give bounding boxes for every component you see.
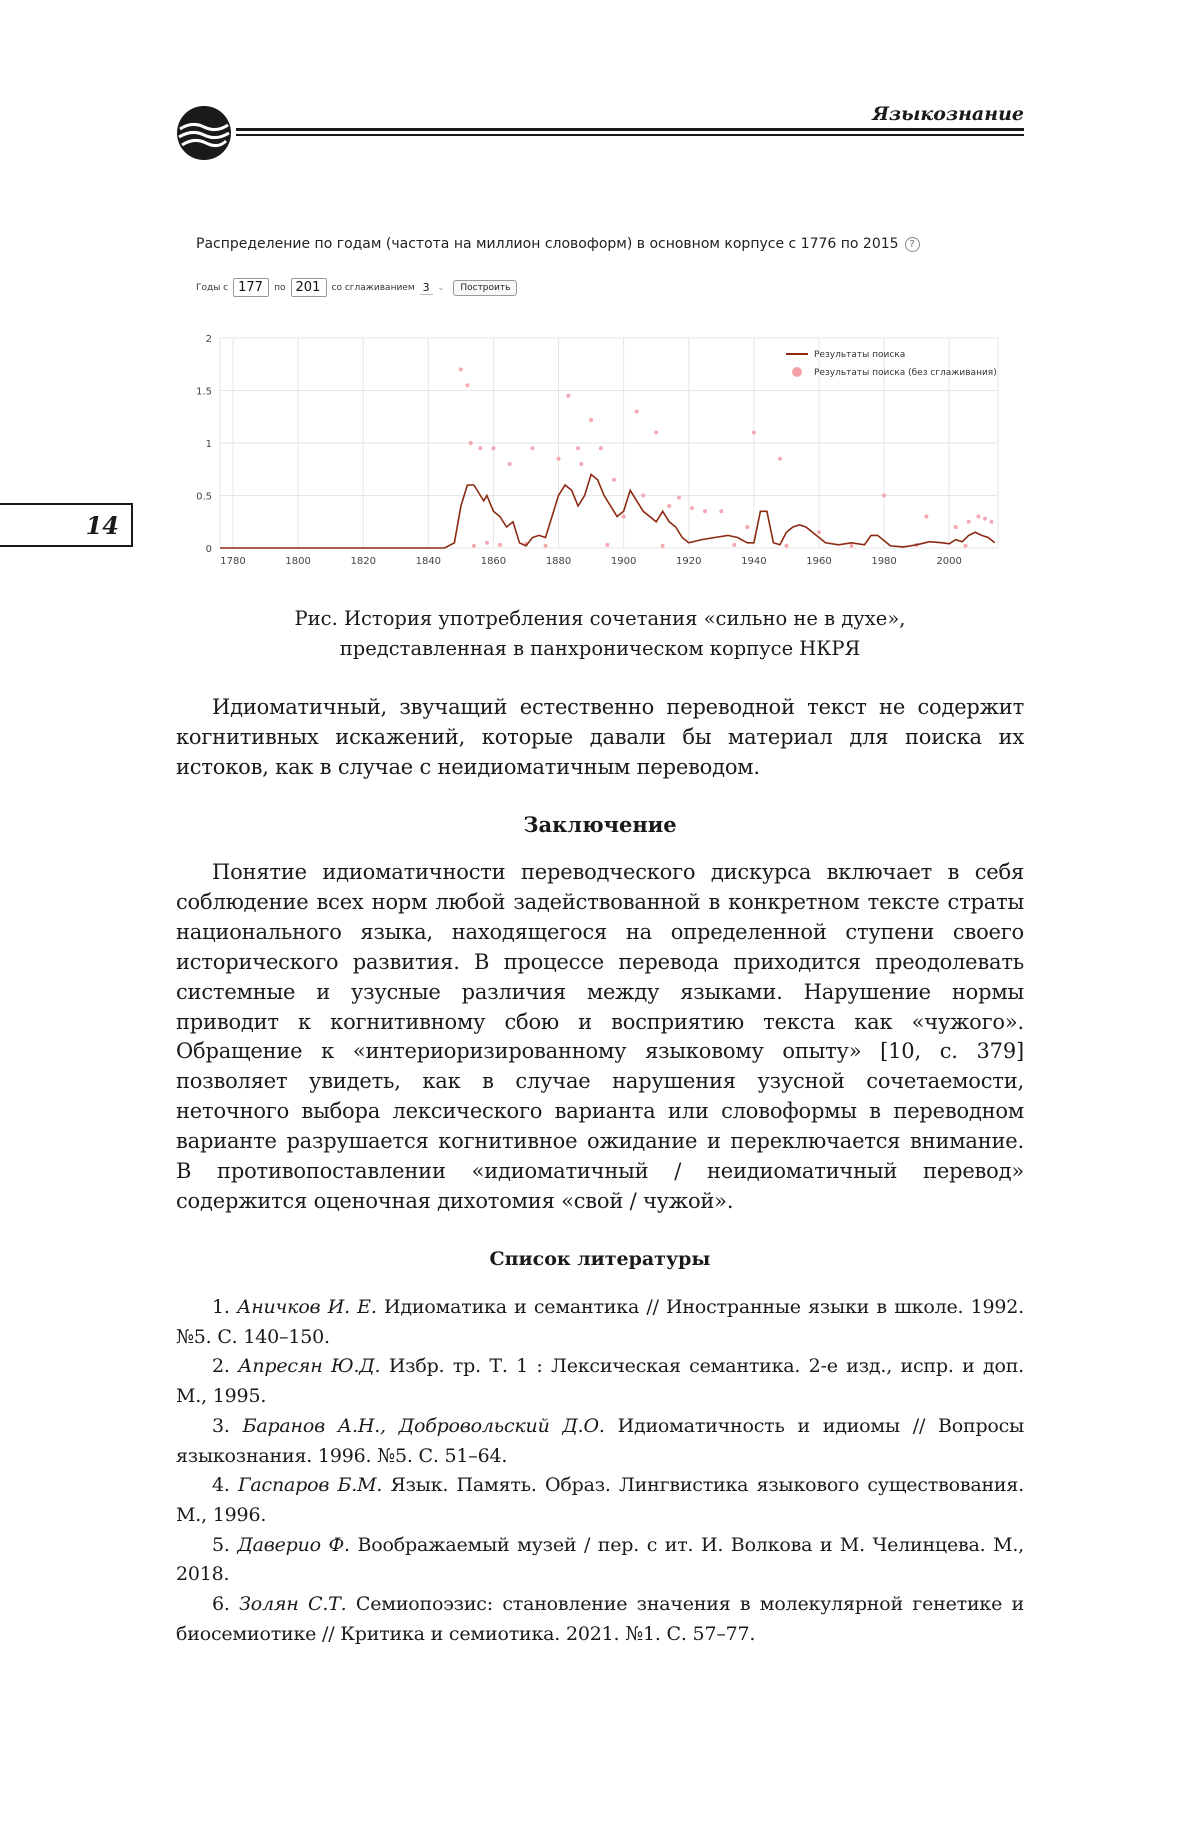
reference-number: 2.: [212, 1355, 230, 1378]
scatter-point: [784, 544, 788, 548]
section-title: Языкознание: [872, 103, 1024, 125]
legend-point-swatch: [792, 367, 802, 377]
series-line: [220, 475, 995, 549]
paragraph-1: Идиоматичный, звучащий естественно переводной текст не содержит когнитивных искажений, которые давали бы материал для поиска их истоков, как в случае с неидиоматичным переводом.: [176, 695, 1024, 779]
caption-line-1: Рис. История употребления сочетания «сильно не в духе»,: [294, 607, 906, 630]
scatter-point: [667, 504, 671, 508]
reference-item: [176, 1590, 1024, 1649]
chart-controls: [196, 278, 517, 297]
scatter-point: [817, 530, 821, 534]
reference-item: [176, 1471, 1024, 1530]
reference-author: Апресян Ю.Д.: [238, 1355, 381, 1378]
x-tick-label: 1860: [480, 556, 507, 567]
scatter-point: [472, 544, 476, 548]
y-tick-label: 1: [205, 439, 212, 450]
figure-title-text: Распределение по годам (частота на миллион словоформ) в основном корпусе с 1776 по 2015: [196, 236, 899, 252]
reference-author: Даверио Ф.: [237, 1533, 350, 1556]
scatter-point: [976, 515, 980, 519]
reference-number: 1.: [212, 1296, 230, 1318]
reference-item: [176, 1352, 1024, 1411]
scatter-point: [719, 509, 723, 513]
scatter-point: [989, 520, 993, 524]
scatter-point: [661, 544, 665, 548]
scatter-point: [778, 457, 782, 461]
figure-title: [196, 236, 920, 252]
y-tick-label: 2: [205, 334, 212, 345]
reference-number: 4.: [212, 1474, 230, 1497]
x-tick-label: 1880: [545, 556, 572, 567]
reference-number: 5.: [212, 1533, 230, 1556]
y-tick-label: 0: [205, 544, 212, 555]
scatter-point: [589, 418, 593, 422]
paragraph-2: Понятие идиоматичности переводческого дискурса включает в себя соблюдение всех норм любой задействованной в конкретном тексте страты национального языка, находящегося на определенной ступени своего исторического развития. В процессе перевода приходится преодолевать системные и узусные различия между языками. Нарушение нормы приводит к когнитивному сбою и восприятию текста как «чужого». Обращение к «интериоризированному языковому опыту» [10, с. 379] позволяет увидеть, как в случае нарушения узусной сочетаемости, неточного выбора лексического варианта или словоформы в переводном варианте разрушается когнитивное ожидание и переключается внимание. В противопоставлении «идиоматичный / неидиоматичный перевод» содержится оценочная дихотомия «свой / чужой».: [176, 860, 1024, 1213]
reference-text: Избр. тр. Т. 1 : Лексическая семантика. 2-е изд., испр. и доп. М., 1995.: [176, 1355, 1025, 1408]
smoothing-label: со сглаживанием: [331, 282, 415, 293]
years-from-label: Годы с: [196, 282, 229, 293]
scatter-point: [531, 446, 535, 450]
scatter-point: [478, 446, 482, 450]
scatter-point: [967, 520, 971, 524]
scatter-point: [963, 544, 967, 548]
caption-line-2: представленная в панхроническом корпусе НКРЯ: [339, 637, 861, 660]
reference-text: Идиоматичность и идиомы // Вопросы языкознания. 1996. №5. С. 51–64.: [176, 1414, 1025, 1467]
years-to-label: по: [274, 282, 286, 293]
x-tick-label: 1800: [285, 556, 311, 567]
figure-caption: [180, 604, 1020, 664]
x-tick-label: 1820: [350, 556, 376, 567]
reference-item: [176, 1531, 1024, 1590]
scatter-point: [924, 515, 928, 519]
reference-text: Язык. Память. Образ. Лингвистика языкового существования. М., 1996.: [176, 1474, 1024, 1526]
y-tick-label: 0.5: [196, 491, 212, 503]
reference-list: [176, 1293, 1024, 1649]
scatter-point: [690, 506, 694, 510]
reference-item: [176, 1293, 1024, 1352]
scatter-point: [732, 543, 736, 547]
scatter-point: [579, 462, 583, 466]
scatter-point: [485, 541, 489, 545]
reference-item: [176, 1412, 1024, 1471]
scatter-point: [983, 517, 987, 521]
scatter-point: [635, 410, 639, 414]
journal-logo-icon: [174, 103, 234, 163]
scatter-point: [566, 394, 570, 398]
scatter-point: [576, 446, 580, 450]
references-heading: Список литературы: [489, 1248, 711, 1270]
scatter-point: [465, 383, 469, 387]
scatter-point: [599, 446, 603, 450]
x-tick-label: 1840: [415, 556, 442, 567]
scatter-point: [954, 525, 958, 529]
scatter-point: [752, 431, 756, 435]
reference-text: Воображаемый музей / пер. с ит. И. Волкова и М. Челинцева. М., 2018.: [176, 1533, 1025, 1586]
scatter-point: [622, 515, 626, 519]
x-tick-label: 1900: [610, 556, 637, 567]
scatter-point: [498, 543, 502, 547]
page-number: 14: [85, 511, 119, 540]
reference-author: Аничков И. Е.: [237, 1296, 377, 1318]
reference-text: Семиопоэзис: становление значения в молекулярной генетике и биосемиотике // Критика и семиотика. 2021. №1. С. 57–77.: [176, 1593, 1024, 1645]
scatter-point: [557, 457, 561, 461]
y-tick-label: 1.5: [196, 386, 212, 398]
scatter-point: [605, 543, 609, 547]
frequency-chart: [190, 326, 1010, 572]
legend-label: Результаты поиска (без сглаживания): [814, 368, 997, 378]
x-tick-label: 1920: [676, 556, 702, 567]
scatter-point: [850, 544, 854, 548]
year-to-input[interactable]: 201: [291, 278, 327, 297]
legend-label: Результаты поиска: [814, 350, 906, 360]
scatter-point: [612, 478, 616, 482]
x-tick-label: 1960: [806, 556, 832, 567]
x-tick-label: 2000: [936, 556, 962, 567]
help-icon[interactable]: ?: [905, 237, 920, 252]
scatter-point: [677, 496, 681, 500]
scatter-point: [654, 431, 658, 435]
x-tick-label: 1780: [220, 556, 246, 567]
scatter-point: [544, 544, 548, 548]
smoothing-select[interactable]: 3: [420, 281, 433, 295]
scatter-point: [508, 462, 512, 466]
scatter-point: [745, 525, 749, 529]
conclusion-heading: Заключение: [523, 812, 677, 837]
build-button[interactable]: Построить: [453, 280, 517, 296]
scatter-point: [703, 509, 707, 513]
reference-author: Гаспаров Б.М.: [238, 1474, 383, 1497]
scatter-point: [459, 368, 463, 372]
header-rule: [236, 128, 1024, 131]
header-rule-thin: [236, 134, 1024, 136]
reference-author: Золян С.Т.: [239, 1593, 347, 1616]
scatter-point: [641, 494, 645, 498]
x-tick-label: 1940: [741, 556, 767, 567]
chevron-down-icon: ⌄: [437, 283, 445, 292]
page-number-box: [0, 503, 133, 547]
reference-author: Баранов А.Н., Добровольский Д.О.: [242, 1414, 605, 1437]
scatter-point: [882, 494, 886, 498]
scatter-point: [469, 441, 473, 445]
reference-number: 3.: [212, 1414, 230, 1437]
x-tick-label: 1980: [871, 556, 897, 567]
reference-number: 6.: [212, 1593, 230, 1616]
year-from-input[interactable]: 177: [233, 278, 269, 297]
scatter-point: [491, 446, 495, 450]
reference-text: Идиоматика и семантика // Иностранные языки в школе. 1992. №5. С. 140–150.: [176, 1296, 1024, 1348]
